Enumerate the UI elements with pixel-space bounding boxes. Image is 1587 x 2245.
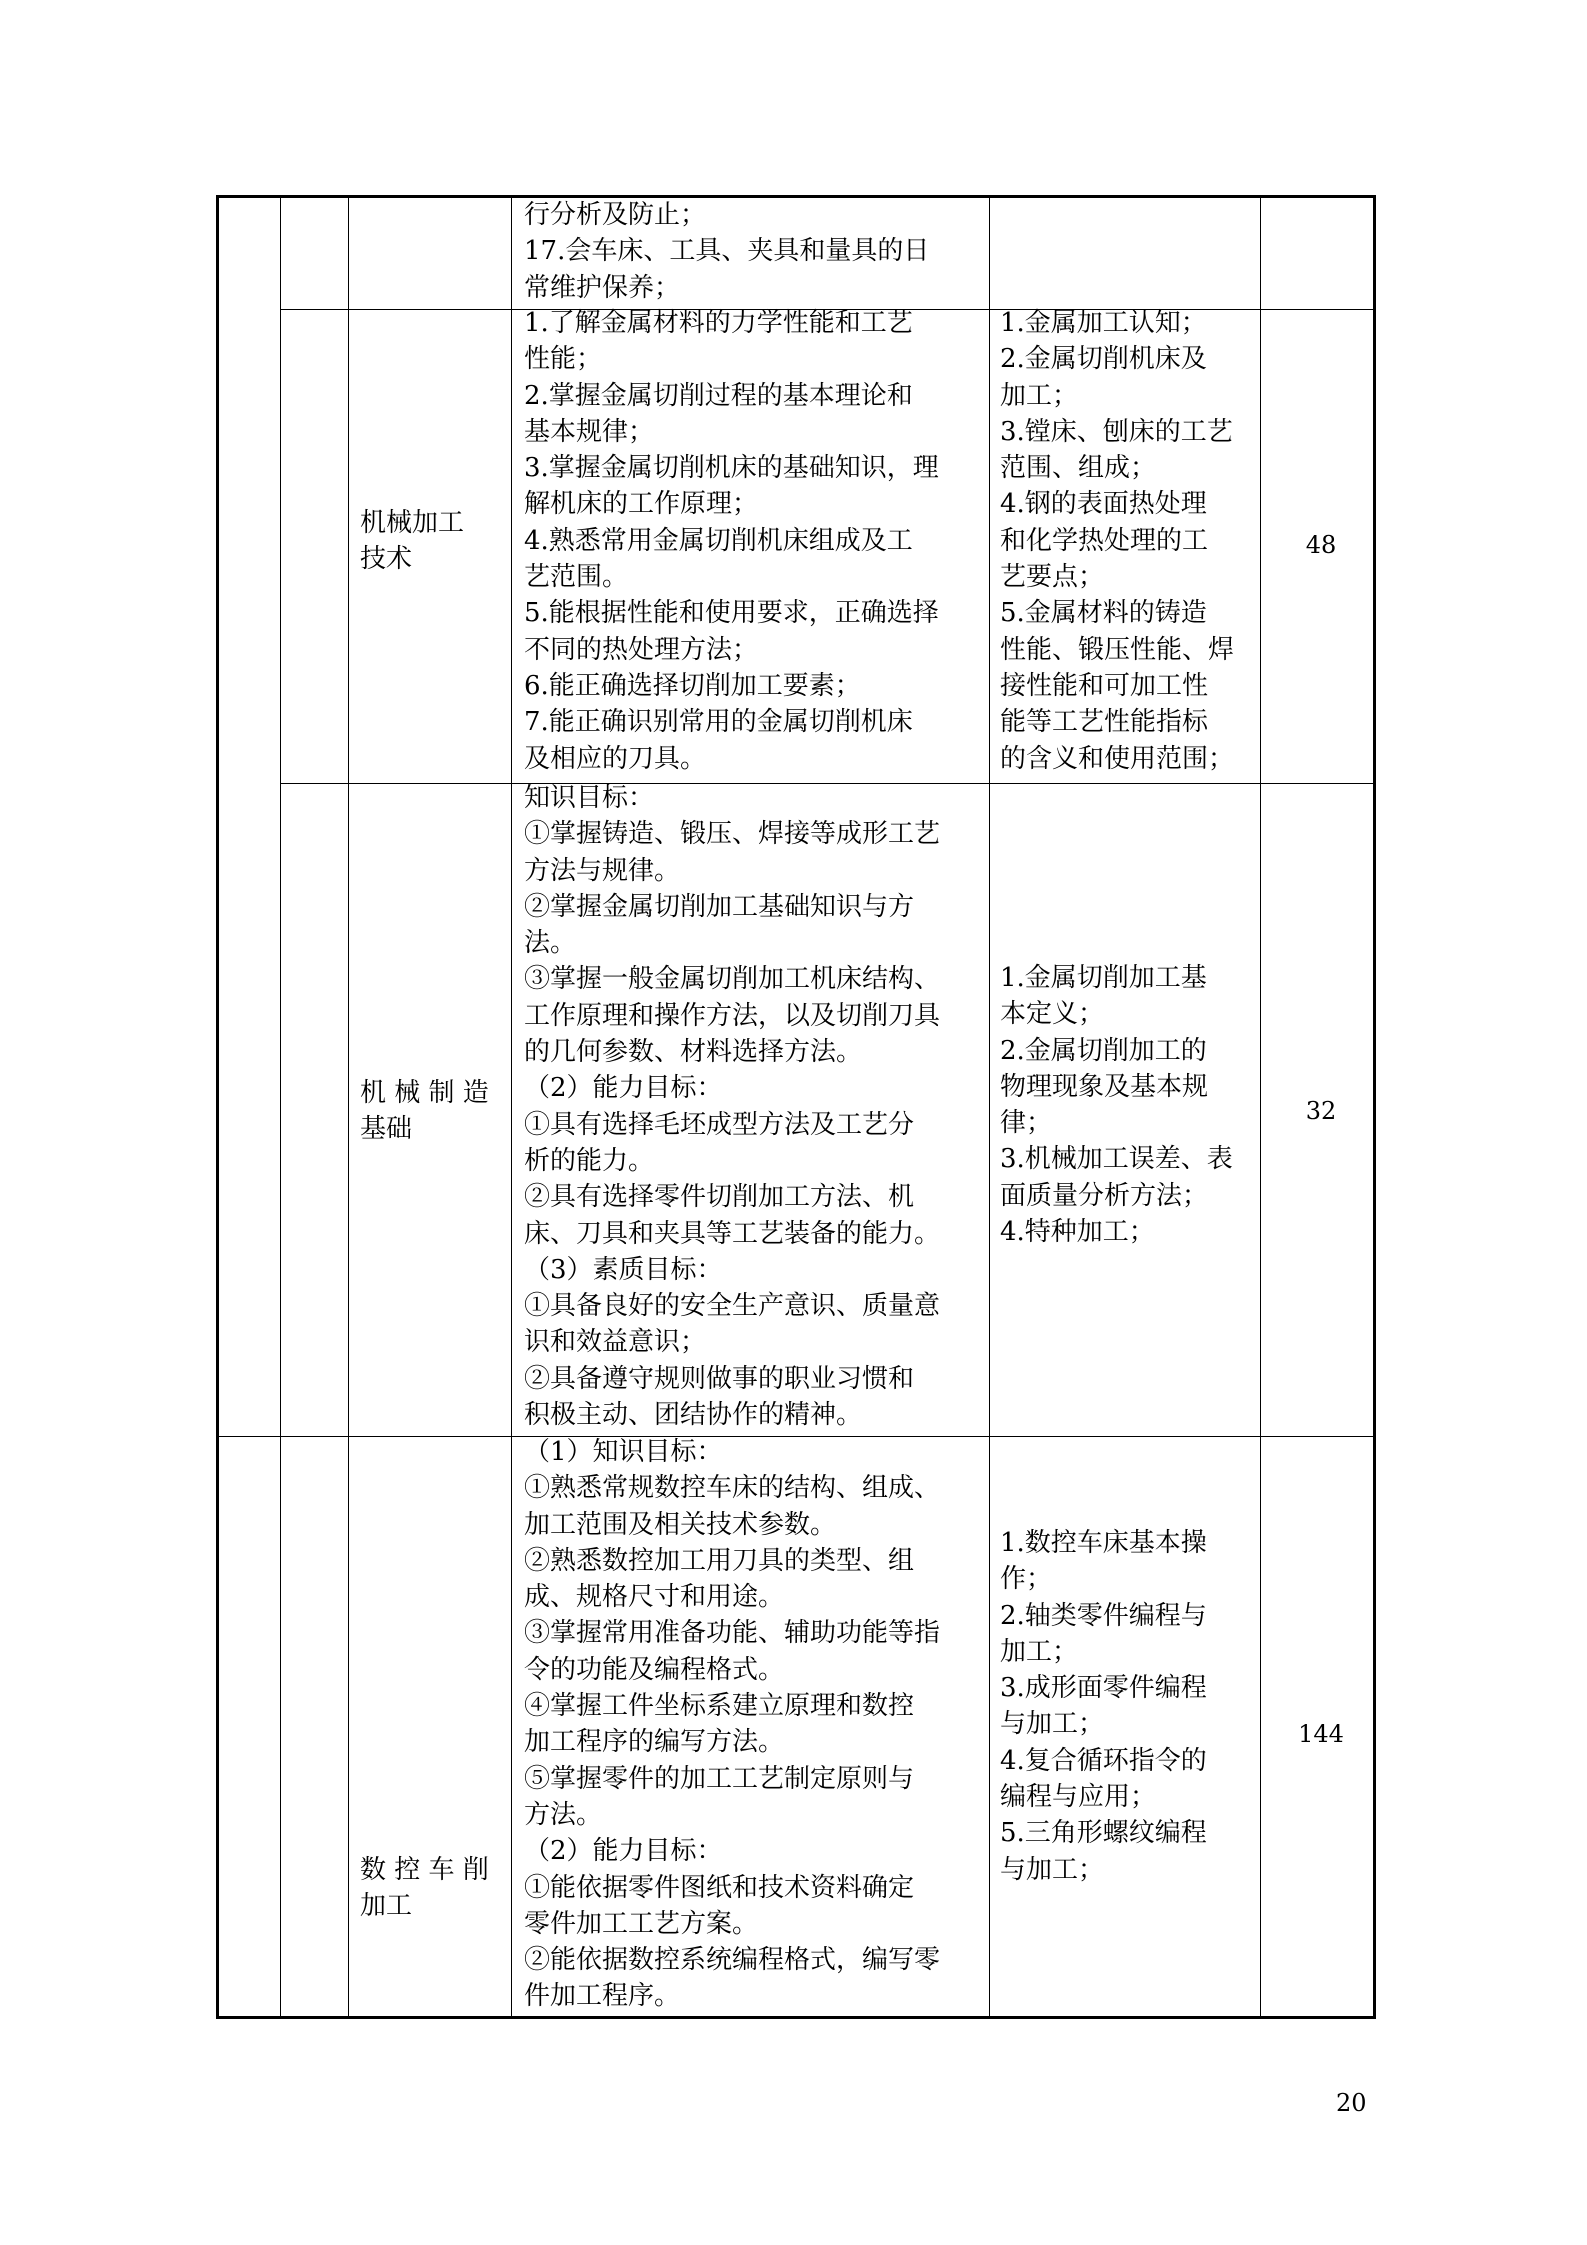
- content-line: 和化学热处理的工: [1000, 525, 1209, 556]
- objective-line: 析的能力。: [524, 1145, 655, 1176]
- objective-line: 及相应的刀具。: [524, 743, 707, 774]
- objective-line: 积极主动、团结协作的精神。: [524, 1400, 863, 1431]
- objective-line: ④掌握工件坐标系建立原理和数控: [524, 1691, 915, 1722]
- objective-line: 3.掌握金属切削机床的基础知识，理: [524, 453, 939, 484]
- content-line: 2.金属切削加工的: [1000, 1035, 1207, 1066]
- content-line: 1.数控车床基本操: [1000, 1528, 1207, 1558]
- course-name-line: 加工: [360, 1891, 413, 1921]
- objective-line: 工作原理和操作方法，以及切削刀具: [524, 1000, 941, 1031]
- content-line: 4.特种加工；: [1000, 1217, 1155, 1248]
- content-line: 1.金属加工认知；: [1000, 308, 1207, 338]
- column-rule: [348, 198, 349, 2016]
- content-line: 本定义；: [1000, 999, 1105, 1030]
- objective-line: 令的功能及编程格式。: [524, 1654, 785, 1685]
- page-number: 20: [1336, 2089, 1367, 2117]
- objective-line: 成、规格尺寸和用途。: [524, 1582, 785, 1613]
- course-name-line: 基础: [360, 1114, 413, 1144]
- content-line: 与加工；: [1000, 1709, 1105, 1740]
- objective-line: ①掌握铸造、锻压、焊接等成形工艺: [524, 819, 941, 850]
- content-line: 4.复合循环指令的: [1000, 1745, 1207, 1776]
- objective-line: 识和效益意识；: [524, 1327, 707, 1358]
- objective-line: 加工程序的编写方法。: [524, 1727, 785, 1758]
- objective-line: （1）知识目标：: [524, 1437, 723, 1467]
- row-4-hours: 144: [1298, 1720, 1344, 1748]
- objective-line: ①具备良好的安全生产意识、质量意: [524, 1291, 941, 1322]
- content-line: 律；: [1000, 1108, 1053, 1139]
- objective-line: ②熟悉数控加工用刀具的类型、组: [524, 1545, 915, 1576]
- objective-line: （3）素质目标：: [524, 1254, 723, 1285]
- content-line: 2.轴类零件编程与: [1000, 1600, 1207, 1631]
- content-line: 性能、锻压性能、焊: [1000, 634, 1235, 665]
- row-4-content: [1000, 1525, 1207, 1888]
- content-line: 3.成形面零件编程: [1000, 1673, 1207, 1704]
- objective-line: （2）能力目标：: [524, 1836, 723, 1867]
- content-line: 加工；: [1000, 380, 1079, 411]
- objective-line: 不同的热处理方法；: [524, 634, 759, 665]
- content-line: 物理现象及基本规: [1000, 1071, 1209, 1102]
- objective-line: （2）能力目标：: [524, 1073, 723, 1104]
- objective-line: 基本规律；: [524, 416, 655, 447]
- row-2-hours: 48: [1305, 531, 1337, 559]
- content-line: 5.三角形螺纹编程: [1000, 1818, 1207, 1849]
- content-line: 4.钢的表面热处理: [1000, 489, 1207, 520]
- row-2-objectives: [524, 305, 939, 777]
- objective-line: 解机床的工作原理；: [524, 489, 759, 520]
- content-line: 的含义和使用范围；: [1000, 743, 1235, 774]
- row-2-course-name: [360, 505, 464, 577]
- objective-line: ②具有选择零件切削加工方法、机: [524, 1182, 915, 1213]
- column-rule: [511, 198, 512, 2016]
- objective-line: ③掌握一般金属切削加工机床结构、: [524, 964, 941, 995]
- content-line: 2.金属切削机床及: [1000, 344, 1207, 375]
- row-1-objectives: [524, 197, 929, 306]
- content-line: 编程与应用；: [1000, 1782, 1157, 1813]
- objective-line: ①熟悉常规数控车床的结构、组成、: [524, 1473, 941, 1504]
- objective-line: 2.掌握金属切削过程的基本理论和: [524, 380, 913, 411]
- objective-line: 常维护保养；: [524, 272, 681, 303]
- course-name-line: 机械加工: [360, 508, 465, 538]
- content-line: 范围、组成；: [1000, 453, 1157, 484]
- course-name-line: 数 控 车 削: [360, 1855, 489, 1885]
- content-line: 1.金属切削加工基: [1000, 963, 1207, 993]
- row-3-course-name: [360, 1075, 489, 1147]
- objective-line: 方法与规律。: [524, 855, 681, 886]
- content-line: 加工；: [1000, 1636, 1079, 1667]
- objective-line: 的几何参数、材料选择方法。: [524, 1037, 863, 1068]
- objective-line: 5.能根据性能和使用要求，正确选择: [524, 598, 939, 629]
- objective-line: 17.会车床、工具、夹具和量具的日: [524, 236, 930, 267]
- objective-line: 行分析及防止；: [524, 200, 707, 230]
- objective-line: ⑤掌握零件的加工工艺制定原则与: [524, 1763, 915, 1794]
- objective-line: ②具备遵守规则做事的职业习惯和: [524, 1363, 915, 1394]
- objective-line: ③掌握常用准备功能、辅助功能等指: [524, 1618, 941, 1649]
- objective-line: 知识目标：: [524, 783, 655, 813]
- objective-line: ②掌握金属切削加工基础知识与方: [524, 891, 915, 922]
- course-name-line: 机 械 制 造: [360, 1078, 489, 1108]
- objective-line: ①能依据零件图纸和技术资料确定: [524, 1872, 915, 1903]
- objective-line: 件加工程序。: [524, 1981, 681, 2012]
- objective-line: 4.熟悉常用金属切削机床组成及工: [524, 525, 913, 556]
- objective-line: 零件加工工艺方案。: [524, 1908, 759, 1939]
- objective-line: 性能；: [524, 344, 603, 375]
- column-rule: [280, 198, 281, 2016]
- content-line: 接性能和可加工性: [1000, 670, 1209, 701]
- objective-line: 1.了解金属材料的力学性能和工艺: [524, 308, 913, 338]
- column-rule: [989, 198, 990, 2016]
- content-line: 与加工；: [1000, 1854, 1105, 1885]
- objective-line: ①具有选择毛坯成型方法及工艺分: [524, 1109, 915, 1140]
- content-line: 5.金属材料的铸造: [1000, 598, 1207, 629]
- objective-line: ②能依据数控系统编程格式，编写零: [524, 1945, 941, 1976]
- objective-line: 加工范围及相关技术参数。: [524, 1509, 837, 1540]
- content-line: 作；: [1000, 1564, 1053, 1595]
- objective-line: 床、刀具和夹具等工艺装备的能力。: [524, 1218, 941, 1249]
- row-3-hours: 32: [1305, 1097, 1337, 1125]
- row-4-objectives: [524, 1434, 940, 2015]
- content-line: 3.机械加工误差、表: [1000, 1144, 1233, 1175]
- row-4-course-name: [360, 1852, 489, 1924]
- objective-line: 法。: [524, 928, 577, 959]
- course-name-line: 技术: [360, 544, 413, 574]
- objective-line: 6.能正确选择切削加工要素；: [524, 670, 861, 701]
- content-line: 面质量分析方法；: [1000, 1180, 1209, 1211]
- objective-line: 方法。: [524, 1799, 603, 1830]
- content-line: 艺要点；: [1000, 562, 1105, 593]
- objective-line: 7.能正确识别常用的金属切削机床: [524, 707, 913, 738]
- content-line: 能等工艺性能指标: [1000, 707, 1209, 738]
- row-3-objectives: [524, 780, 940, 1433]
- objective-line: 艺范围。: [524, 562, 629, 593]
- content-line: 3.镗床、刨床的工艺: [1000, 416, 1233, 447]
